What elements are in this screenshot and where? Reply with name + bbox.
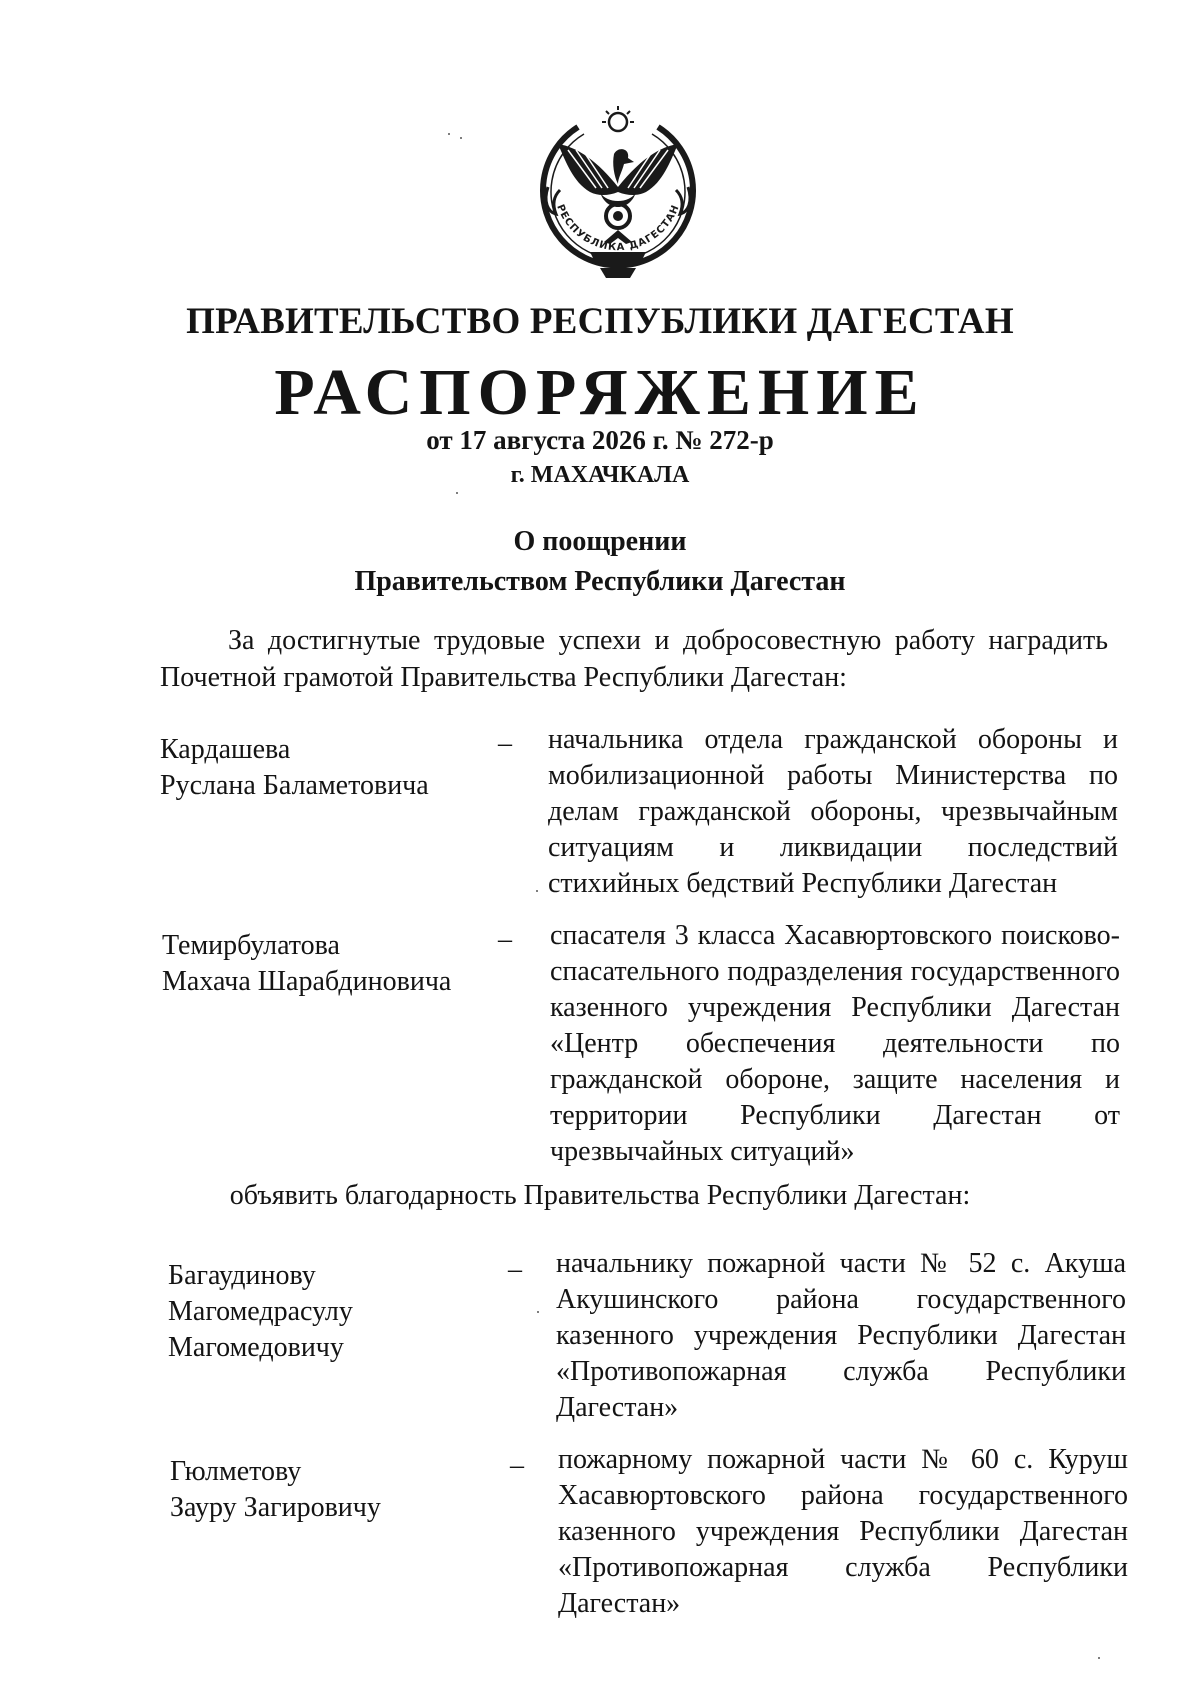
awardee-given-names: Махача Шарабдиновича [162,966,452,997]
scan-speck [456,492,458,494]
awardee-description: спасателя 3 класса Хасавюртовского поисково-спасательного подразделения государственного казенного учреждения Республики Дагестан «Центр обеспечения деятельности по гражданской обороне, защите населения и территории Республики Дагестан от чрезвычайных ситуаций» [550,920,1120,1167]
emblem-inscription: РЕСПУБЛИКА ДАГЕСТАН [554,202,682,254]
dash-separator: – [510,1450,524,1481]
awardee-given-names: Руслана Баламетовича [160,770,429,801]
awardee-name [160,732,429,804]
gratitude-given-names: Зауру Загировичу [170,1492,381,1523]
government-title: ПРАВИТЕЛЬСТВО РЕСПУБЛИКИ ДАГЕСТАН [186,301,1014,342]
gratitude-surname: Гюлметову [170,1456,302,1487]
subject-line-1: О поощрении [513,526,687,557]
awardee-surname: Темирбулатова [162,930,340,961]
scan-speck [536,890,538,892]
gratitude-description: пожарному пожарной части № 60 с. Куруш Хасавюртовского района государственного казенного учреждения Республики Дагестан «Противопожарная служба Республики Дагестан» [558,1444,1128,1619]
gratitude-name [168,1258,353,1366]
gratitude-patronymic: Магомедовичу [168,1332,344,1363]
document-place: г. МАХАЧКАЛА [510,462,690,488]
document-subject [0,522,1200,602]
document-date-number: от 17 августа 2026 г. № 272-р [426,425,774,455]
gratitude-surname: Багаудинову [168,1260,316,1291]
gratitude-intro: объявить благодарность Правительства Республики Дагестан: [229,1180,971,1211]
awardee-surname: Кардашева [160,734,291,765]
dash-separator: – [508,1254,522,1285]
gratitude-given-name: Магомедрасулу [168,1296,353,1327]
scan-speck [460,137,462,139]
subject-line-2: Правительством Республики Дагестан [354,566,846,597]
gratitude-description: начальнику пожарной части № 52 с. Акуша Акушинского района государственного казенного учреждения Республики Дагестан «Противопожарная служба Республики Дагестан» [556,1248,1126,1423]
document-type: РАСПОРЯЖЕНИЕ [274,356,926,429]
scan-speck [1098,1657,1100,1659]
awardee-description: начальника отдела гражданской обороны и мобилизационной работы Министерства по делам гражданской обороны, чрезвычайным ситуациям и ликвидации последствий стихийных бедствий Республики Дагестан [548,724,1118,899]
gratitude-name [170,1454,381,1526]
awardee-name [162,928,451,1000]
scan-speck [537,1311,539,1313]
dagestan-coat-of-arms-icon [518,92,718,292]
dash-separator: – [498,924,512,955]
scan-speck [448,133,450,135]
dash-separator: – [498,728,512,759]
award-intro: За достигнутые трудовые успехи и добросовестную работу наградить Почетной грамотой Правительства Республики Дагестан: [160,625,1108,693]
